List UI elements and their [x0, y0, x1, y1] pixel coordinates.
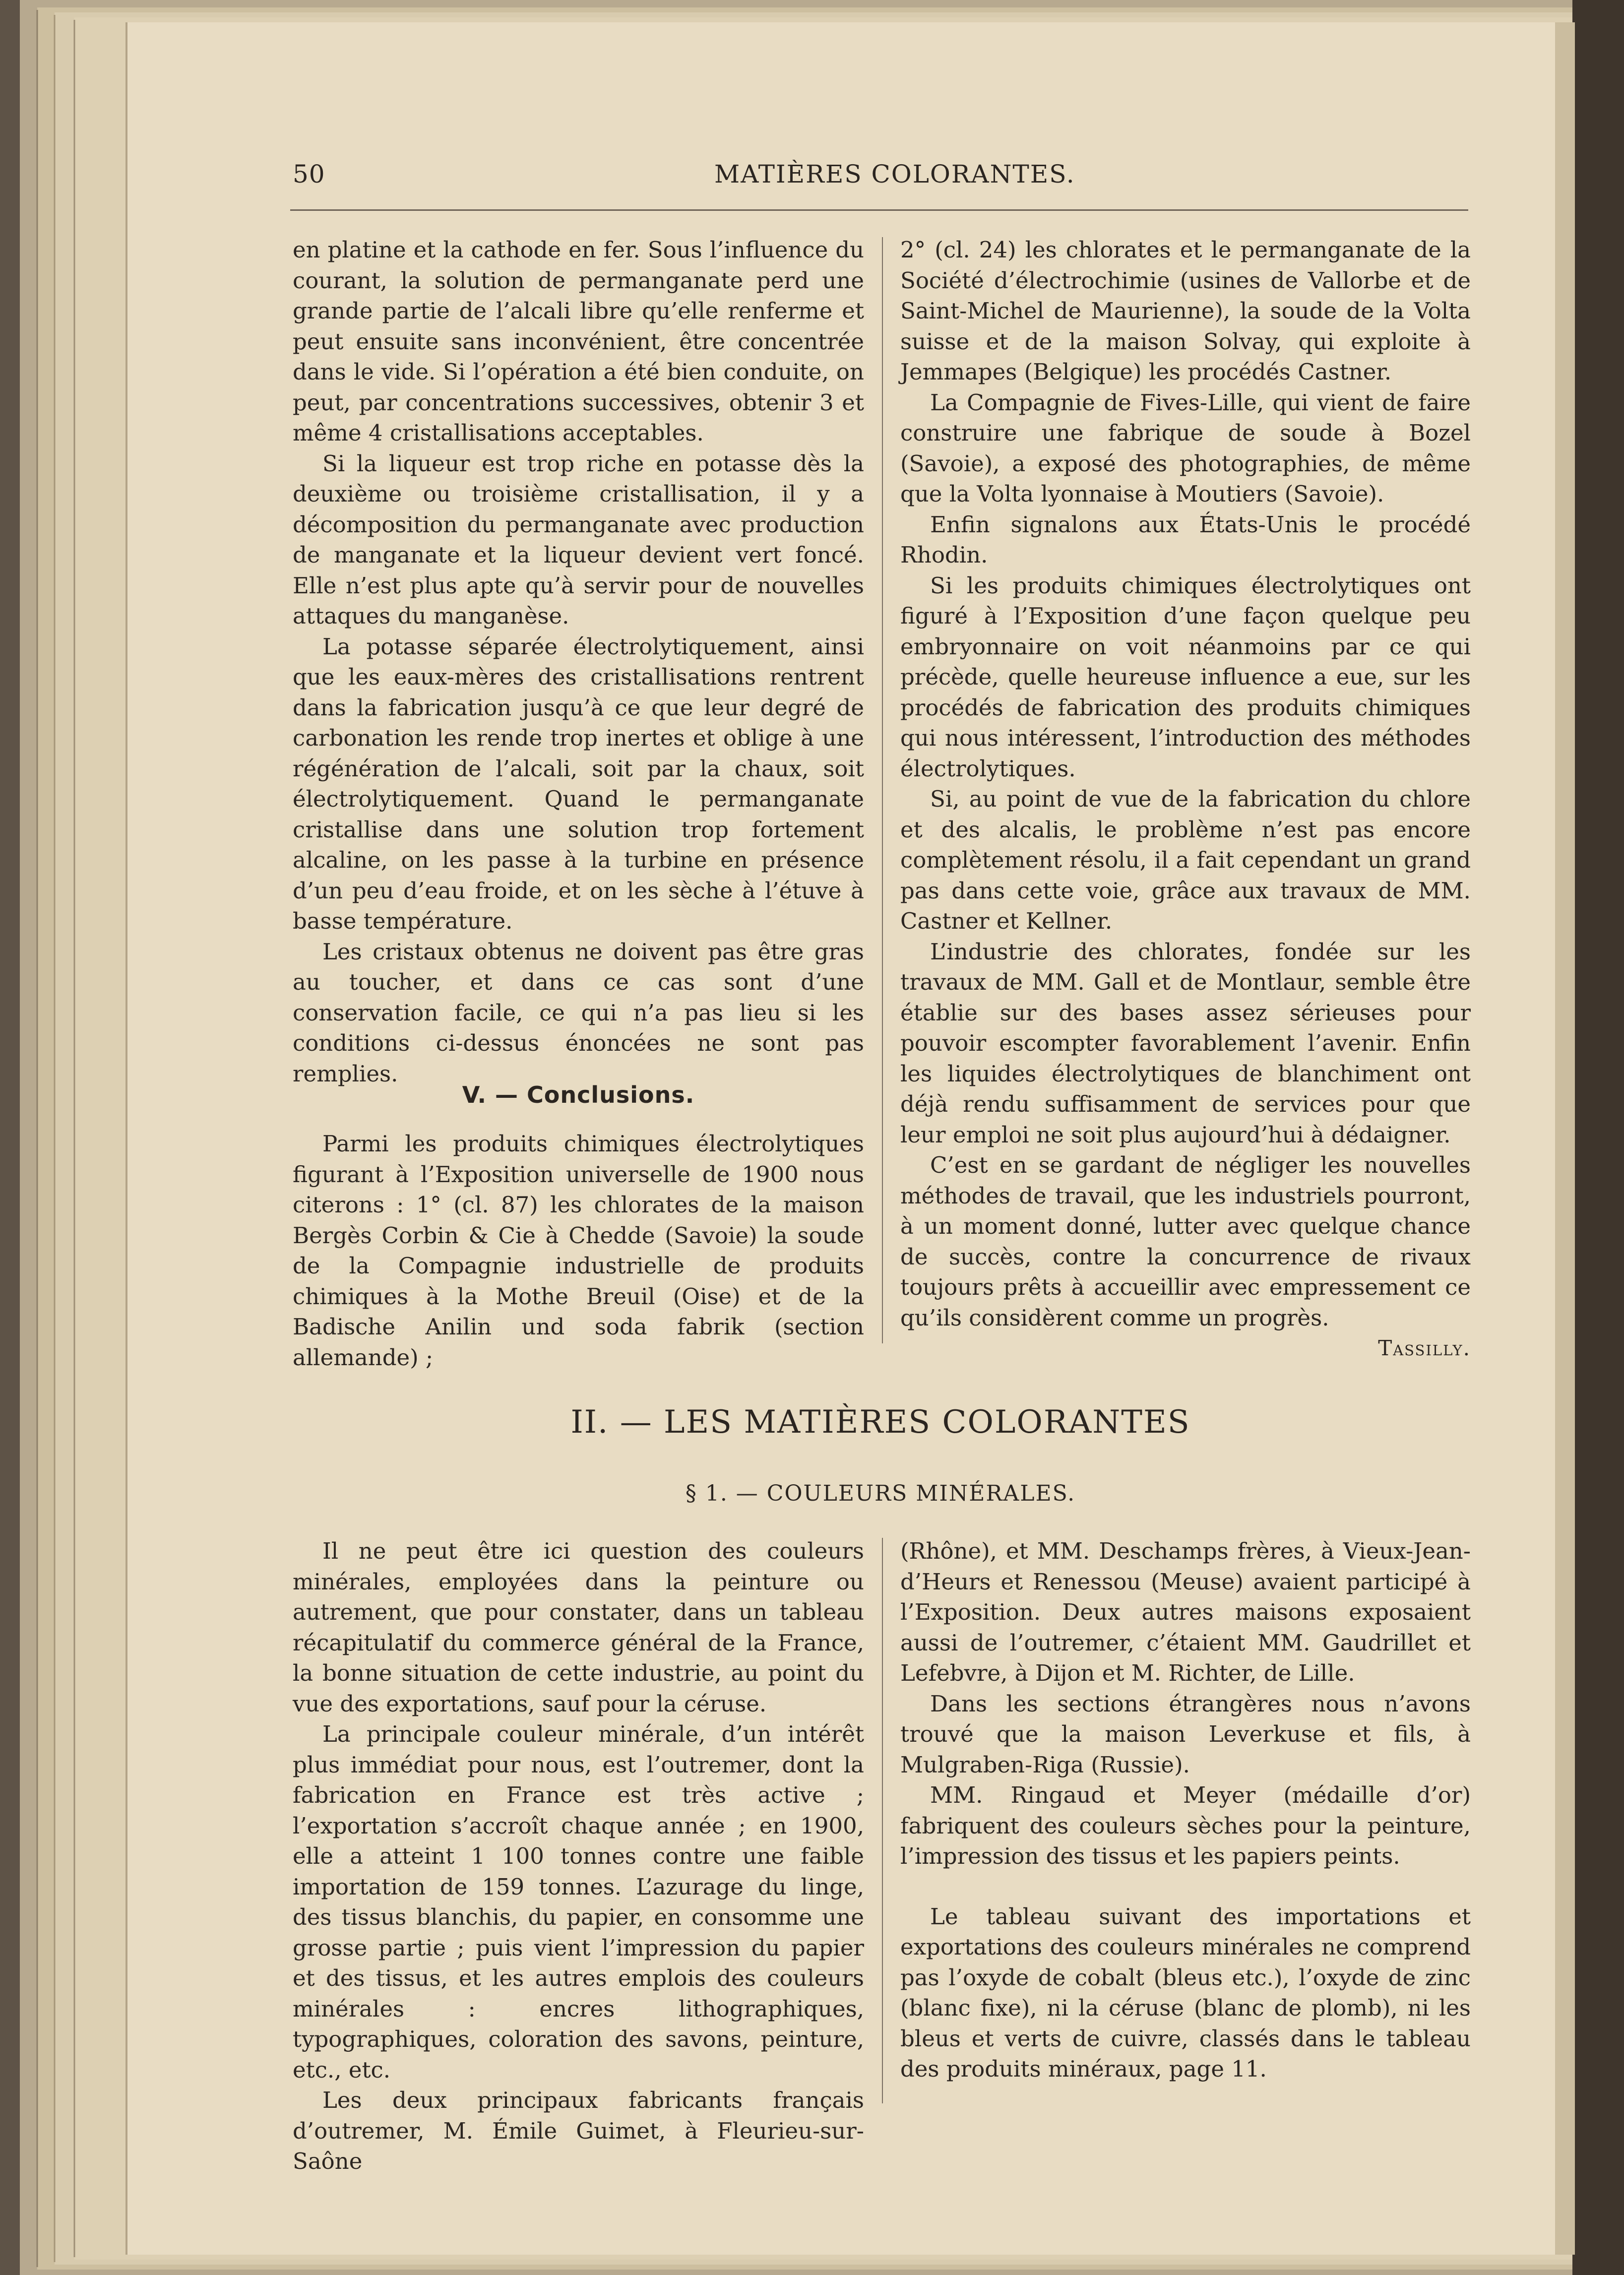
paragraph: La principale couleur minérale, d’un intérêt plus immédiat pour nous, est l’outremer, dont la fabrication en France est très active ; l’exportation s’accroît chaque année ; en 1900, elle a atteint 1 100 tonnes contre une faible importation de 159 tonnes. L’azurage du linge, des tissus blanchis, du papier, en consomme une grosse partie ; puis vient l’impression du papier et des tissus, et les autres emplois des couleurs minérales : encres lithographiques, typographiques, coloration des savons, peinture, etc., etc.	[293, 1721, 864, 2083]
paragraph: La potasse séparée électrolytiquement, ainsi que les eaux-mères des cristallisations rentrent dans la fabrication jusqu’à ce que leur degré de carbonation les rende trop inertes et oblige à une régénération de l’alcali, soit par la chaux, soit électrolytiquement. Quand le permanganate cristallise dans une solution trop fortement alcaline, on les passe à la turbine en présence d’un peu d’eau froide, et on les sèche à l’étuve à basse température.	[293, 633, 864, 934]
column-separator	[882, 1538, 883, 2103]
paragraph: Parmi les produits chimiques électrolytiques figurant à l’Exposition universelle de 1900 nous citerons : 1° (cl. 87) les chlorates de la maison Bergès Corbin & Cie à Chedde (Savoie) la soude de la Compagnie industrielle de produits chimiques à la Mothe Breuil (Oise) et de la Badische Anilin und soda fabrik (section allemande) ;	[293, 1131, 864, 1371]
paragraph: Enfin signalons aux États-Unis le procédé Rhodin.	[900, 511, 1471, 568]
section-heading-conclusions: V. — Conclusions.	[462, 1081, 695, 1108]
paragraph: Il ne peut être ici question des couleurs minérales, employées dans la peinture ou autrement, que pour constater, dans un tableau récapitulatif du commerce général de la France, la bonne situation de cette industrie, au point du vue des exportations, sauf pour la céruse.	[293, 1538, 864, 1717]
paragraph: La Compagnie de Fives-Lille, qui vient de faire construire une fabrique de soude à Bozel (Savoie), a exposé des photographies, de même que la Volta lyonnaise à Moutiers (Savoie).	[900, 389, 1471, 507]
author-signature: Tassilly.	[1378, 1336, 1471, 1360]
top-right-column	[900, 235, 1471, 1364]
paragraph: Si les produits chimiques électrolytiques ont figuré à l’Exposition d’une façon quelque peu embryonnaire on voit néanmoins par ce qui précède, quelle heureuse influence a eue, sur les procédés de fabrication des produits chimiques qui nous intéressent, l’introduction des méthodes électrolytiques.	[900, 572, 1471, 782]
paragraph: Les deux principaux fabricants français d’outremer, M. Émile Guimet, à Fleurieu-sur-Saône	[293, 2087, 864, 2174]
chapter-title: II. — LES MATIÈRES COLORANTES	[570, 1404, 1190, 1441]
paragraph: Si la liqueur est trop riche en potasse dès la deuxième ou troisième cristallisation, il y a décomposition du permanganate avec production de manganate et la liqueur devient vert foncé. Elle n’est plus apte qu’à servir pour de nouvelles attaques du manganèse.	[293, 450, 864, 629]
paragraph: 2° (cl. 24) les chlorates et le permanganate de la Société d’électrochimie (usines de Vallorbe et de Saint-Michel de Maurienne), la soude de la Volta suisse et de la maison Solvay, qui exploite à Jemmapes (Belgique) les procédés Castner.	[900, 237, 1471, 385]
header-rule	[290, 209, 1468, 211]
conclusions-column	[293, 1129, 864, 1373]
paragraph: Les cristaux obtenus ne doivent pas être gras au toucher, et dans ce cas sont d’une conservation facile, ce qui n’a pas lieu si les conditions ci-dessus énoncées ne sont pas remplies.	[293, 938, 864, 1087]
paragraph: Si, au point de vue de la fabrication du chlore et des alcalis, le problème n’est pas encore complètement résolu, il a fait cependant un grand pas dans cette voie, grâce aux travaux de MM. Castner et Kellner.	[900, 786, 1471, 934]
page-number: 50	[293, 160, 325, 189]
running-title: MATIÈRES COLORANTES.	[714, 160, 1075, 189]
paragraph: Le tableau suivant des importations et exportations des couleurs minérales ne comprend pas l’oxyde de cobalt (bleus etc.), l’oxyde de zinc (blanc fixe), ni la céruse (blanc de plomb), ni les bleus et verts de cuivre, classés dans le tableau des produits minéraux, page 11.	[900, 1903, 1471, 2082]
column-separator	[882, 237, 883, 1343]
paragraph: en platine et la cathode en fer. Sous l’influence du courant, la solution de permanganate perd une grande partie de l’alcali libre qu’elle renferme et peut ensuite sans inconvénient, être concentrée dans le vide. Si l’opération a été bien conduite, on peut, par concentrations successives, obtenir 3 et même 4 cristallisations acceptables.	[293, 237, 864, 446]
paragraph: (Rhône), et MM. Deschamps frères, à Vieux-Jean-d’Heurs et Renessou (Meuse) avaient participé à l’Exposition. Deux autres maisons exposaient aussi de l’outremer, c’étaient MM. Gaudrillet et Lefebvre, à Dijon et M. Richter, de Lille.	[900, 1538, 1471, 1686]
paragraph: MM. Ringaud et Meyer (médaille d’or) fabriquent des couleurs sèches pour la peinture, l’impression des tissus et les papiers peints.	[900, 1782, 1471, 1869]
top-left-column	[293, 235, 864, 1089]
paragraph: L’industrie des chlorates, fondée sur les travaux de MM. Gall et de Montlaur, semble être établie sur des bases assez sérieuses pour pouvoir escompter favorablement l’avenir. Enfin les liquides électrolytiques de blanchiment ont déjà rendu suffisamment de services pour que leur emploi ne soit plus aujourd’hui à dédaigner.	[900, 938, 1471, 1148]
paragraph: Dans les sections étrangères nous n’avons trouvé que la maison Leverkuse et fils, à Mulgraben-Riga (Russie).	[900, 1690, 1471, 1778]
subsection-title: § 1. — COULEURS MINÉRALES.	[685, 1481, 1076, 1506]
bottom-right-column	[900, 1536, 1471, 2085]
bottom-left-column	[293, 1536, 864, 2177]
paragraph: C’est en se gardant de négliger les nouvelles méthodes de travail, que les industriels pourront, à un moment donné, lutter avec quelque chance de succès, contre la concurrence de rivaux toujours prêts à accueillir avec empressement ce qu’ils considèrent comme un progrès.	[900, 1152, 1471, 1331]
